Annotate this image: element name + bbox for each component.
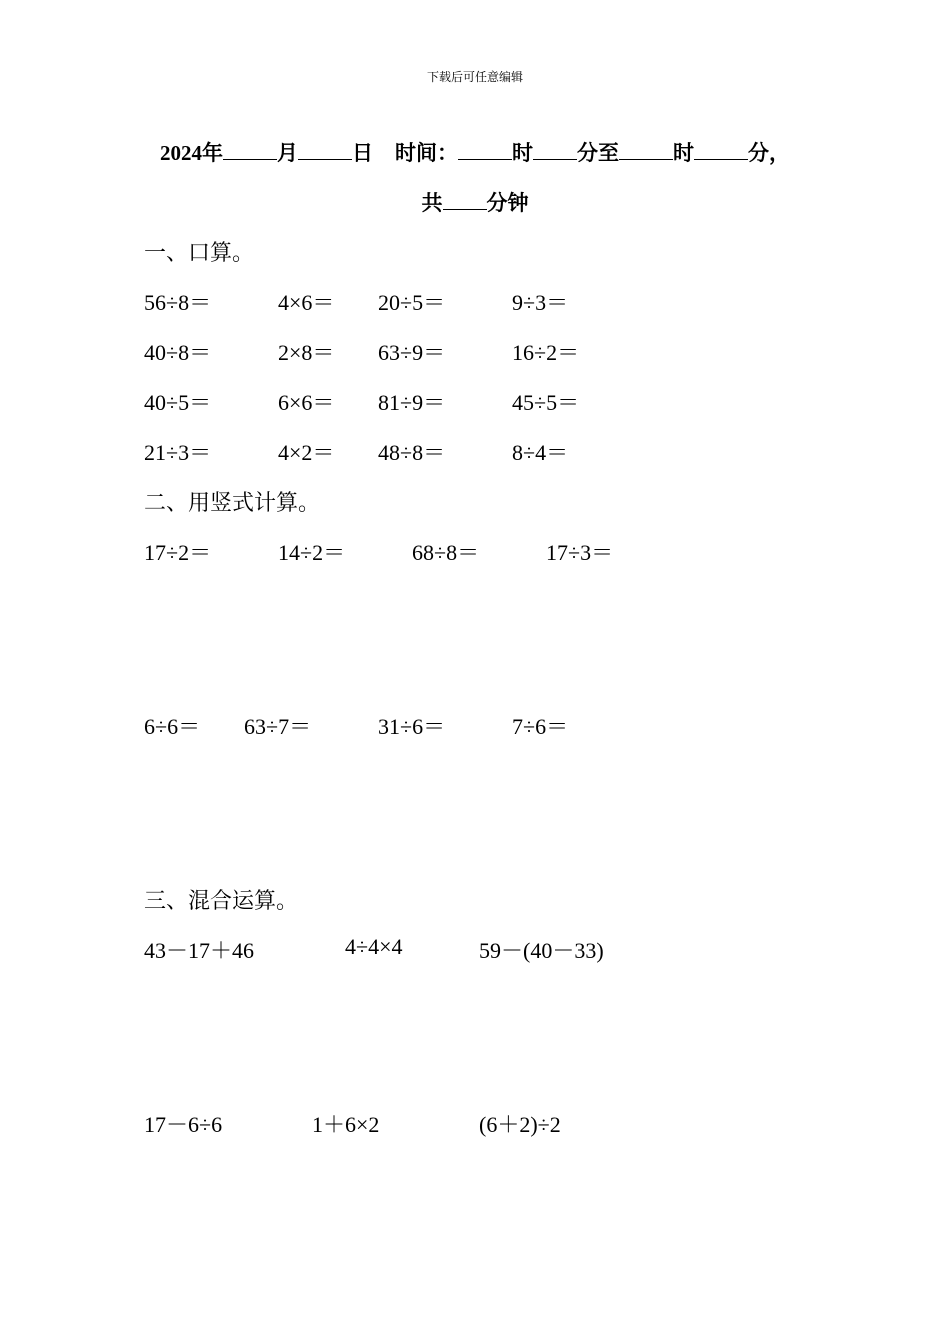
problem: 6÷6＝ bbox=[144, 714, 201, 739]
problem: 48÷8＝ bbox=[378, 440, 446, 465]
problem: (6＋2)÷2 bbox=[479, 1112, 561, 1137]
problem: 56÷8＝ bbox=[144, 290, 212, 315]
start-hour-label: 时 bbox=[512, 141, 533, 165]
section-mixed-title: 三、混合运算。 bbox=[144, 888, 299, 913]
problem: 63÷7＝ bbox=[244, 714, 312, 739]
end-minute-blank[interactable] bbox=[694, 141, 748, 160]
problem: 21÷3＝ bbox=[144, 440, 212, 465]
section-vertical-title: 二、用竖式计算。 bbox=[144, 490, 321, 515]
problem: 9÷3＝ bbox=[512, 290, 569, 315]
problem: 68÷8＝ bbox=[412, 540, 480, 565]
page-header-note: 下载后可任意编辑 bbox=[426, 70, 523, 84]
end-hour-label: 时 bbox=[673, 141, 694, 165]
total-duration-line bbox=[0, 187, 950, 217]
problem: 1＋6×2 bbox=[312, 1112, 380, 1137]
problem: 63÷9＝ bbox=[378, 340, 446, 365]
start-minute-blank[interactable] bbox=[533, 141, 577, 160]
problem: 2×8＝ bbox=[278, 340, 335, 365]
problem: 43－17＋46 bbox=[144, 938, 255, 963]
problem: 31÷6＝ bbox=[378, 714, 446, 739]
end-minute-label: 分， bbox=[748, 141, 790, 165]
month-blank[interactable] bbox=[223, 141, 277, 160]
problem: 6×6＝ bbox=[278, 390, 335, 415]
problem: 14÷2＝ bbox=[278, 540, 346, 565]
day-label: 日 bbox=[352, 141, 373, 165]
minute-to-label: 分至 bbox=[577, 141, 619, 165]
problem: 4÷4×4 bbox=[345, 934, 403, 959]
problem: 40÷8＝ bbox=[144, 340, 212, 365]
problem: 17÷2＝ bbox=[144, 540, 212, 565]
problem: 8÷4＝ bbox=[512, 440, 569, 465]
end-hour-blank[interactable] bbox=[619, 141, 673, 160]
problem: 4×2＝ bbox=[278, 440, 335, 465]
total-prefix: 共 bbox=[421, 191, 443, 215]
date-time-line bbox=[0, 137, 950, 167]
problem: 59－(40－33) bbox=[479, 938, 604, 963]
year-label: 2024年 bbox=[160, 141, 223, 165]
problem: 4×6＝ bbox=[278, 290, 335, 315]
total-minutes-blank[interactable] bbox=[443, 191, 487, 210]
problem: 20÷5＝ bbox=[378, 290, 446, 315]
total-suffix: 分钟 bbox=[486, 191, 529, 215]
problem: 40÷5＝ bbox=[144, 390, 212, 415]
start-hour-blank[interactable] bbox=[458, 141, 512, 160]
problem: 17－6÷6 bbox=[144, 1112, 223, 1137]
section-oral-title: 一、口算。 bbox=[144, 240, 255, 265]
problem: 7÷6＝ bbox=[512, 714, 569, 739]
problem: 17÷3＝ bbox=[546, 540, 614, 565]
problem: 45÷5＝ bbox=[512, 390, 580, 415]
month-label: 月 bbox=[277, 141, 298, 165]
time-label: 时间： bbox=[395, 141, 458, 165]
problem: 16÷2＝ bbox=[512, 340, 580, 365]
problem: 81÷9＝ bbox=[378, 390, 446, 415]
day-blank[interactable] bbox=[298, 141, 352, 160]
